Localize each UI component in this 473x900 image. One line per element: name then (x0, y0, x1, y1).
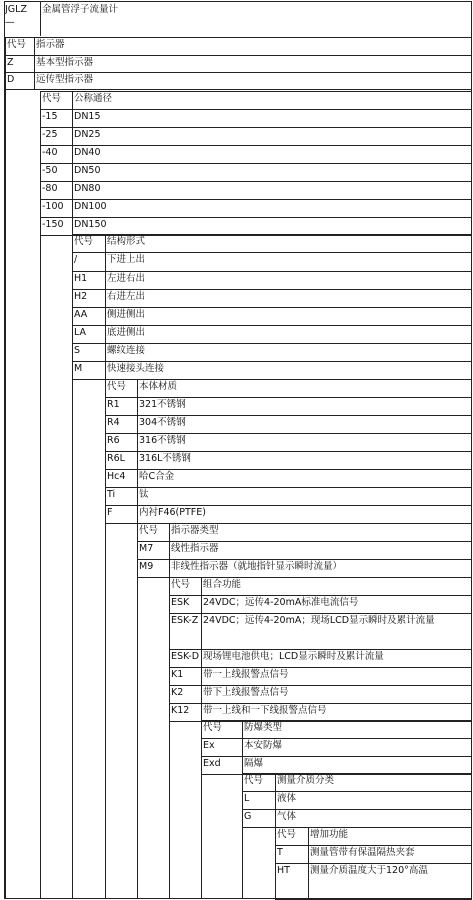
option-code: H2 (74, 291, 88, 302)
table-hline (72, 361, 472, 362)
section-4-code-header: 代号 (139, 525, 159, 536)
product-title: 金属管浮子流量计 (42, 4, 119, 15)
table-hline (169, 613, 472, 614)
option-label: 哈C合金 (139, 471, 175, 482)
section-6-title: 防爆类型 (244, 722, 283, 733)
table-vline (471, 1, 472, 899)
table-vline (201, 667, 202, 686)
section-2-title: 结构形式 (107, 236, 146, 247)
table-vline (34, 55, 35, 73)
section-8-title: 增加功能 (310, 829, 349, 840)
table-vline (201, 649, 202, 668)
table-vline (72, 145, 73, 164)
table-vline (308, 863, 309, 900)
title-dash: — (5, 17, 15, 28)
option-code: -15 (42, 111, 58, 122)
table-vline (137, 487, 138, 506)
section-5-title: 组合功能 (203, 579, 242, 590)
option-code: Exd (203, 758, 221, 769)
option-code: ESK (171, 597, 190, 608)
section-1-title: 公称通径 (74, 93, 113, 104)
table-vline (137, 379, 138, 398)
table-vline (169, 541, 170, 560)
table-hline (137, 523, 472, 524)
table-hline (105, 505, 472, 506)
option-label: 底进侧出 (107, 327, 146, 338)
table-vline (40, 91, 41, 899)
option-label: 液体 (277, 793, 297, 804)
option-label: DN40 (74, 147, 101, 158)
option-label: 螺纹连接 (107, 345, 146, 356)
table-hline (105, 379, 472, 380)
table-vline (169, 523, 170, 542)
model-code: JGLZ (5, 4, 27, 15)
option-label: 非线性指示器（就地指针显示瞬时流量） (171, 561, 343, 572)
table-vline (5, 37, 6, 899)
table-vline (137, 505, 138, 524)
table-hline (72, 252, 472, 253)
option-label: 钛 (139, 489, 149, 500)
option-code: H1 (74, 273, 88, 284)
option-label: DN50 (74, 165, 101, 176)
option-code: -100 (42, 201, 64, 212)
option-label: 基本型指示器 (36, 57, 94, 68)
table-hline (105, 433, 472, 434)
option-code: M9 (139, 561, 154, 572)
option-label: 321不锈钢 (139, 399, 186, 410)
section-2-code-header: 代号 (74, 236, 94, 247)
section-3-code-header: 代号 (107, 381, 127, 392)
table-vline (105, 325, 106, 344)
table-vline (72, 199, 73, 218)
option-code: -50 (42, 165, 58, 176)
option-code: R6L (107, 453, 125, 464)
table-vline (40, 1, 41, 36)
table-vline (137, 523, 138, 899)
option-label: 内衬F46(PTFE) (139, 507, 206, 518)
table-vline (169, 559, 170, 578)
option-label: DN150 (74, 219, 107, 230)
section-1-code-header: 代号 (42, 93, 62, 104)
section-8-code-header: 代号 (277, 829, 297, 840)
option-code: G (244, 811, 252, 822)
table-hline (105, 397, 472, 398)
option-code: / (74, 254, 78, 265)
table-vline (201, 685, 202, 704)
section-7-code-header: 代号 (244, 775, 264, 786)
option-label: DN100 (74, 201, 107, 212)
option-code: ESK-Z (171, 615, 199, 626)
option-code: R1 (107, 399, 120, 410)
section-3-title: 本体材质 (139, 381, 178, 392)
option-code: F (107, 507, 113, 518)
table-hline (169, 685, 472, 686)
table-vline (72, 163, 73, 182)
table-hline (40, 217, 472, 218)
option-code: M7 (139, 543, 154, 554)
table-hline (5, 55, 472, 56)
table-vline (105, 379, 106, 899)
table-vline (169, 577, 170, 899)
table-hline (72, 234, 472, 235)
table-vline (137, 397, 138, 416)
table-hline (40, 145, 472, 146)
table-vline (308, 845, 309, 864)
table-vline (105, 271, 106, 290)
table-hline (169, 667, 472, 668)
table-hline (5, 89, 472, 90)
option-code: D (7, 74, 15, 85)
table-hline (169, 703, 472, 704)
option-label: 远传型指示器 (36, 74, 94, 85)
option-label: 带下上线报警点信号 (203, 687, 289, 698)
option-code: Z (7, 57, 14, 68)
table-vline (72, 181, 73, 200)
table-hline (169, 577, 472, 578)
table-vline (137, 415, 138, 434)
table-hline (169, 595, 472, 596)
option-label: 304不锈钢 (139, 417, 186, 428)
table-hline (275, 827, 472, 828)
table-hline (72, 271, 472, 272)
table-hline (242, 773, 472, 774)
option-code: Hc4 (107, 471, 126, 482)
table-hline (105, 451, 472, 452)
table-hline (4, 1, 472, 2)
table-hline (40, 127, 472, 128)
table-vline (137, 469, 138, 488)
option-label: 带一上线报警点信号 (203, 669, 289, 680)
option-code: -25 (42, 129, 58, 140)
table-vline (105, 307, 106, 326)
option-label: DN15 (74, 111, 101, 122)
option-code: AA (74, 309, 88, 320)
option-code: L (244, 793, 250, 804)
table-hline (105, 487, 472, 488)
table-hline (72, 289, 472, 290)
table-hline (40, 91, 472, 92)
section-7-title: 测量介质分类 (277, 775, 335, 786)
table-vline (34, 37, 35, 56)
table-hline (40, 163, 472, 164)
option-label: 316L不锈钢 (139, 453, 191, 464)
option-code: K1 (171, 669, 184, 680)
table-hline (169, 649, 472, 650)
option-label: 气体 (277, 811, 297, 822)
table-vline (72, 91, 73, 110)
option-label: 侧进侧出 (107, 309, 146, 320)
table-vline (72, 109, 73, 128)
option-code: K12 (171, 705, 190, 716)
option-code: M (74, 363, 83, 374)
option-code: K2 (171, 687, 184, 698)
option-code: T (277, 847, 283, 858)
table-hline (242, 809, 472, 810)
table-vline (105, 234, 106, 253)
table-vline (201, 613, 202, 650)
option-label: 隔爆 (244, 758, 264, 769)
option-label: 右进左出 (107, 291, 146, 302)
option-label: 316不锈钢 (139, 435, 186, 446)
table-vline (105, 361, 106, 380)
table-hline (105, 415, 472, 416)
table-hline (137, 541, 472, 542)
table-hline (5, 72, 472, 73)
section-0-code-header: 代号 (7, 39, 27, 50)
section-0-title: 指示器 (36, 39, 65, 50)
option-label: 左进右出 (107, 273, 146, 284)
option-label: 带一上线和一下线报警点信号 (203, 705, 327, 716)
table-hline (72, 307, 472, 308)
option-label: 测量管带有保温隔热夹套 (310, 847, 415, 858)
table-vline (137, 451, 138, 470)
table-vline (72, 127, 73, 146)
table-hline (5, 37, 472, 38)
table-hline (40, 109, 472, 110)
table-vline (201, 577, 202, 596)
option-code: ESK-D (171, 651, 200, 662)
option-label: 下进上出 (107, 254, 146, 265)
table-hline (242, 791, 472, 792)
table-hline (105, 469, 472, 470)
option-label: 本安防爆 (244, 740, 283, 751)
table-vline (105, 289, 106, 308)
table-vline (201, 595, 202, 614)
option-label: DN25 (74, 129, 101, 140)
section-6-code-header: 代号 (203, 722, 223, 733)
option-code: Ti (107, 489, 116, 500)
table-vline (275, 773, 276, 792)
option-code: R4 (107, 417, 120, 428)
table-vline (105, 252, 106, 272)
section-4-title: 指示器类型 (171, 525, 219, 536)
option-code: S (74, 345, 81, 356)
table-vline (308, 827, 309, 846)
table-vline (201, 720, 202, 899)
table-vline (275, 809, 276, 828)
table-hline (72, 325, 472, 326)
option-label: 测量介质温度大于120°高温 (310, 865, 428, 876)
table-vline (105, 343, 106, 362)
table-hline (40, 199, 472, 200)
table-vline (242, 720, 243, 739)
option-code: R6 (107, 435, 120, 446)
table-vline (72, 234, 73, 899)
option-label: 现场锂电池供电；LCD显示瞬时及累计流量 (203, 651, 384, 662)
table-vline (275, 791, 276, 810)
table-vline (34, 72, 35, 90)
option-code: Ex (203, 740, 215, 751)
table-vline (242, 738, 243, 757)
option-label: 24VDC；远传4-20mA；现场LCD显示瞬时及累计流量 (203, 615, 435, 626)
option-code: -80 (42, 183, 58, 194)
table-hline (275, 845, 472, 846)
section-5-code-header: 代号 (171, 579, 191, 590)
option-label: 24VDC；远传4-20mA标准电流信号 (203, 597, 359, 608)
option-label: 快速接头连接 (107, 363, 165, 374)
table-hline (137, 559, 472, 560)
table-hline (275, 863, 472, 864)
table-hline (40, 181, 472, 182)
option-code: -150 (42, 219, 64, 230)
option-code: LA (74, 327, 87, 338)
option-label: 线性指示器 (171, 543, 219, 554)
option-label: DN80 (74, 183, 101, 194)
option-code: -40 (42, 147, 58, 158)
table-vline (137, 433, 138, 452)
option-code: HT (277, 865, 290, 876)
table-hline (72, 343, 472, 344)
